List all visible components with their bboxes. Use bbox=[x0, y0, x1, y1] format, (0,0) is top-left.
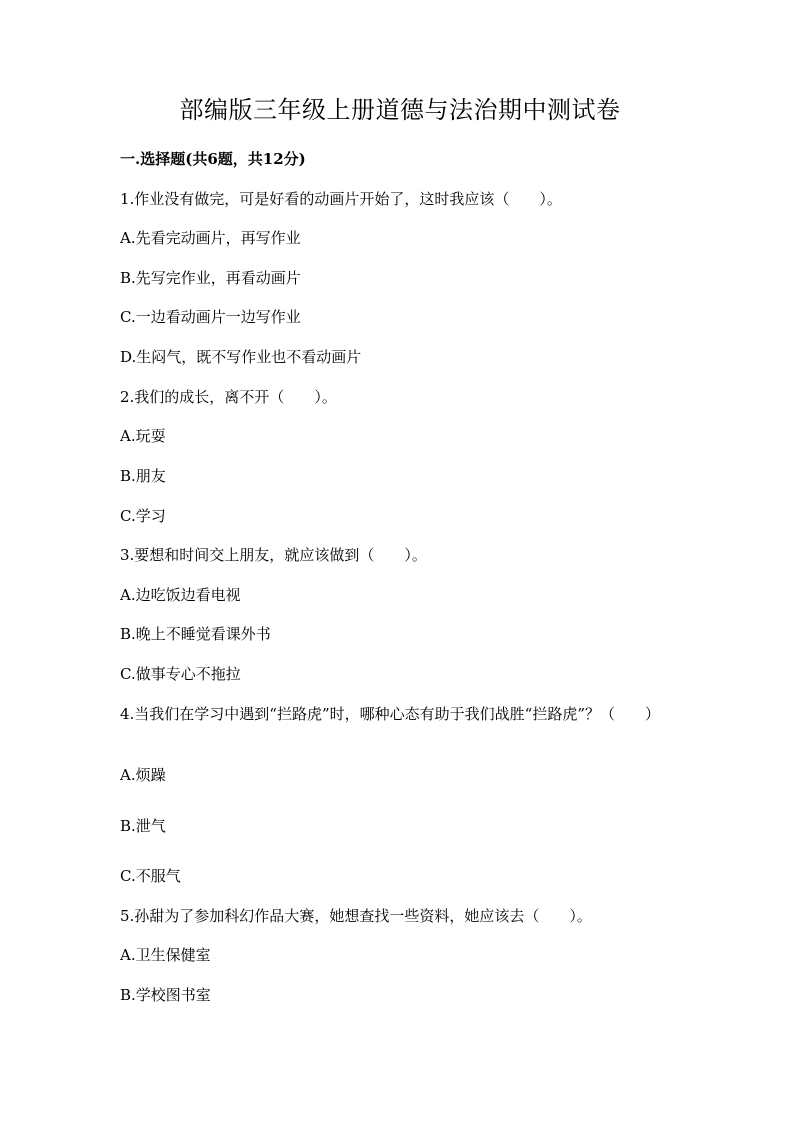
question-option: B.晚上不睡觉看课外书 bbox=[120, 625, 271, 643]
question-stem: 2.我们的成长，离不开（ ）。 bbox=[120, 388, 337, 406]
question-option: B.学校图书室 bbox=[120, 986, 211, 1004]
question-stem: 5.孙甜为了参加科幻作品大赛，她想查找一些资料，她应该去（ ）。 bbox=[120, 907, 592, 925]
question-option: C.学习 bbox=[120, 507, 166, 525]
section-header: 一.选择题(共6题，共12分) bbox=[120, 150, 306, 168]
question-option: A.烦躁 bbox=[120, 766, 166, 784]
question-option: A.玩耍 bbox=[120, 427, 166, 445]
question-option: A.卫生保健室 bbox=[120, 946, 211, 964]
question-option: C.做事专心不拖拉 bbox=[120, 665, 241, 683]
question-stem: 3.要想和时间交上朋友，就应该做到（ ）。 bbox=[120, 546, 427, 564]
question-option: B.朋友 bbox=[120, 467, 166, 485]
page-title: 部编版三年级上册道德与法治期中测试卷 bbox=[179, 96, 621, 124]
question-option: C.不服气 bbox=[120, 867, 181, 885]
question-stem: 1.作业没有做完，可是好看的动画片开始了，这时我应该（ ）。 bbox=[120, 190, 562, 208]
question-option: C.一边看动画片一边写作业 bbox=[120, 308, 301, 326]
question-option: B.先写完作业，再看动画片 bbox=[120, 269, 301, 287]
question-option: B.泄气 bbox=[120, 817, 166, 835]
question-option: A.先看完动画片，再写作业 bbox=[120, 229, 301, 247]
question-option: D.生闷气，既不写作业也不看动画片 bbox=[120, 348, 362, 366]
question-option: A.边吃饭边看电视 bbox=[120, 586, 241, 604]
question-stem: 4.当我们在学习中遇到“拦路虎”时，哪种心态有助于我们战胜“拦路虎”？（ ） bbox=[120, 705, 660, 723]
